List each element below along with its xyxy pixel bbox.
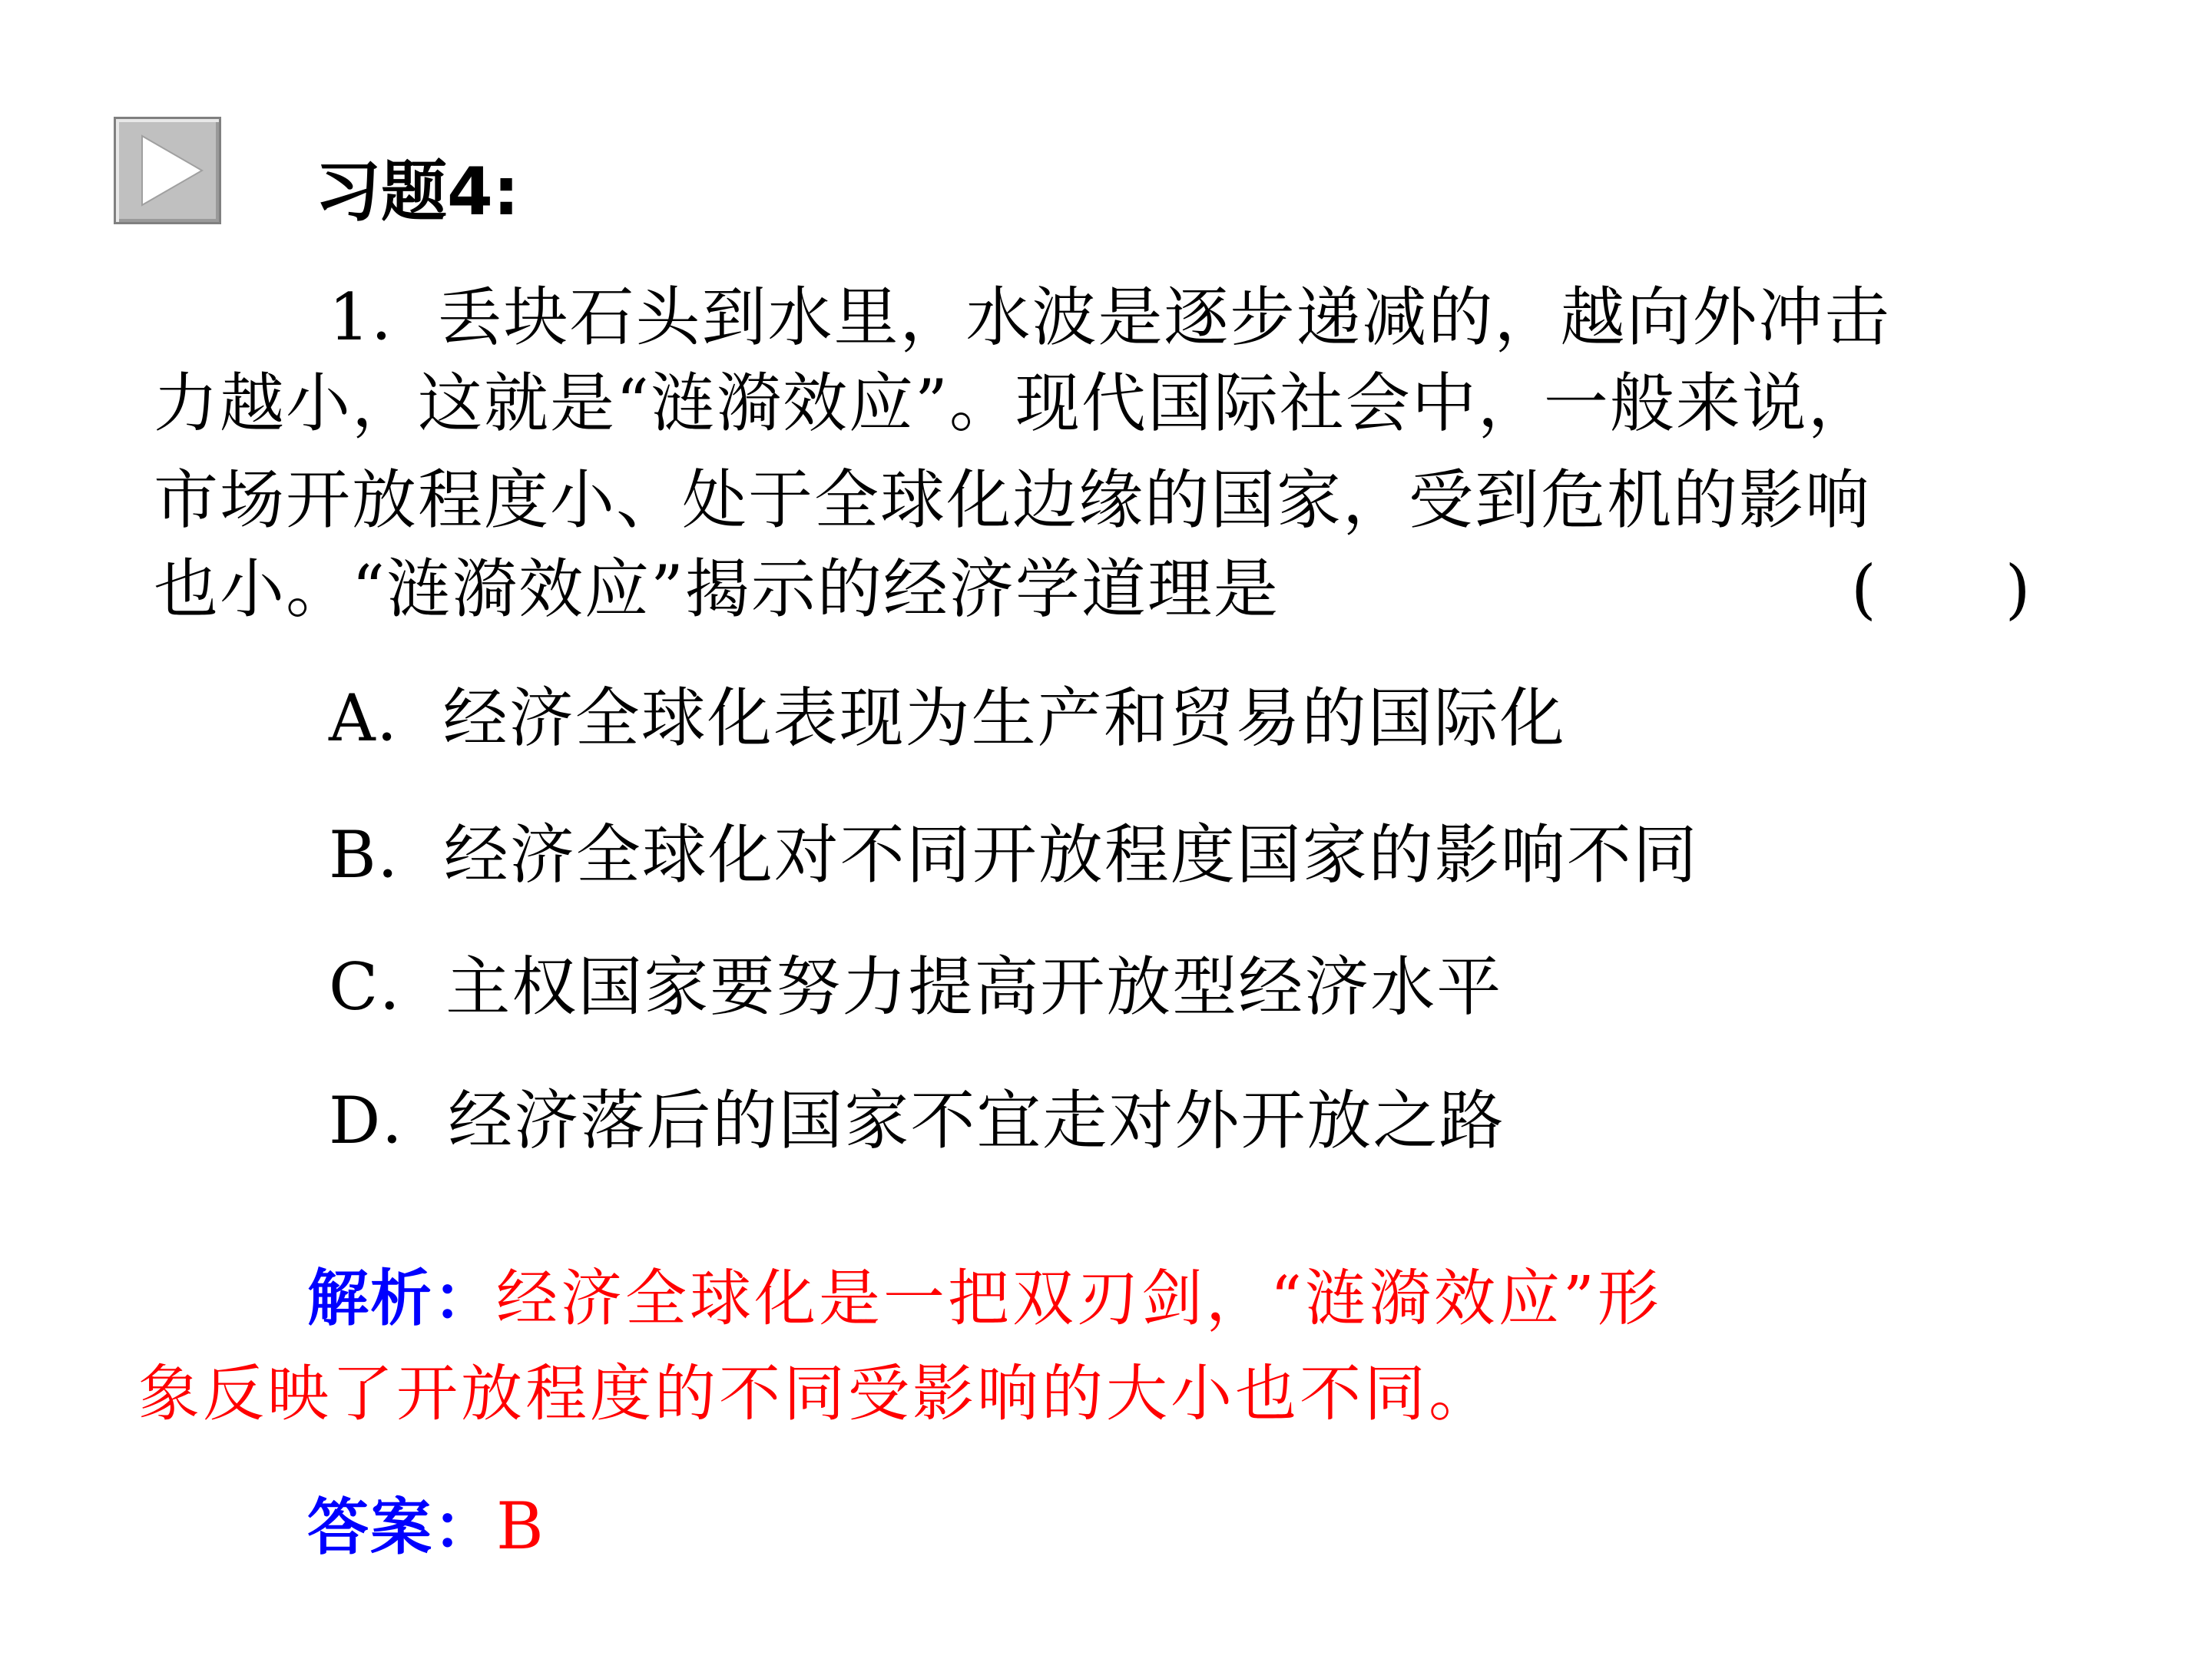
answer-section — [307, 1484, 547, 1570]
analysis-label: 解析： — [307, 1263, 496, 1334]
option-a: A．经济全球化表现为生产和贸易的国际化 — [329, 680, 1566, 756]
play-triangle-icon — [116, 119, 219, 222]
answer-value: B — [496, 1488, 547, 1564]
option-d: D．经济落后的国家不宜走对外开放之路 — [329, 1083, 1505, 1158]
stem-line: 也小。“涟漪效应”揭示的经济学道理是 — [154, 551, 1280, 627]
answer-blank: ( ) — [1851, 551, 2031, 627]
exercise-title: 习题4: — [315, 154, 520, 230]
analysis-text: 象反映了开放程度的不同受影响的大小也不同。 — [138, 1358, 1493, 1429]
analysis-text: 经济全球化是一把双刃剑，“涟漪效应”形 — [496, 1263, 1662, 1334]
option-c: C．主权国家要努力提高开放型经济水平 — [329, 949, 1503, 1025]
stem-line: 市场开放程度小、处于全球化边缘的国家，受到危机的影响 — [154, 462, 1872, 538]
play-button[interactable] — [114, 117, 221, 224]
option-b: B．经济全球化对不同开放程度国家的影响不同 — [329, 817, 1699, 892]
answer-label: 答案： — [307, 1492, 496, 1563]
stem-line: 力越小，这就是“涟漪效应”。现代国际社会中，一般来说， — [154, 366, 1874, 441]
analysis-line — [307, 1257, 1662, 1341]
stem-line: 1．丢块石头到水里，水波是逐步递减的，越向外冲击 — [329, 280, 1891, 355]
